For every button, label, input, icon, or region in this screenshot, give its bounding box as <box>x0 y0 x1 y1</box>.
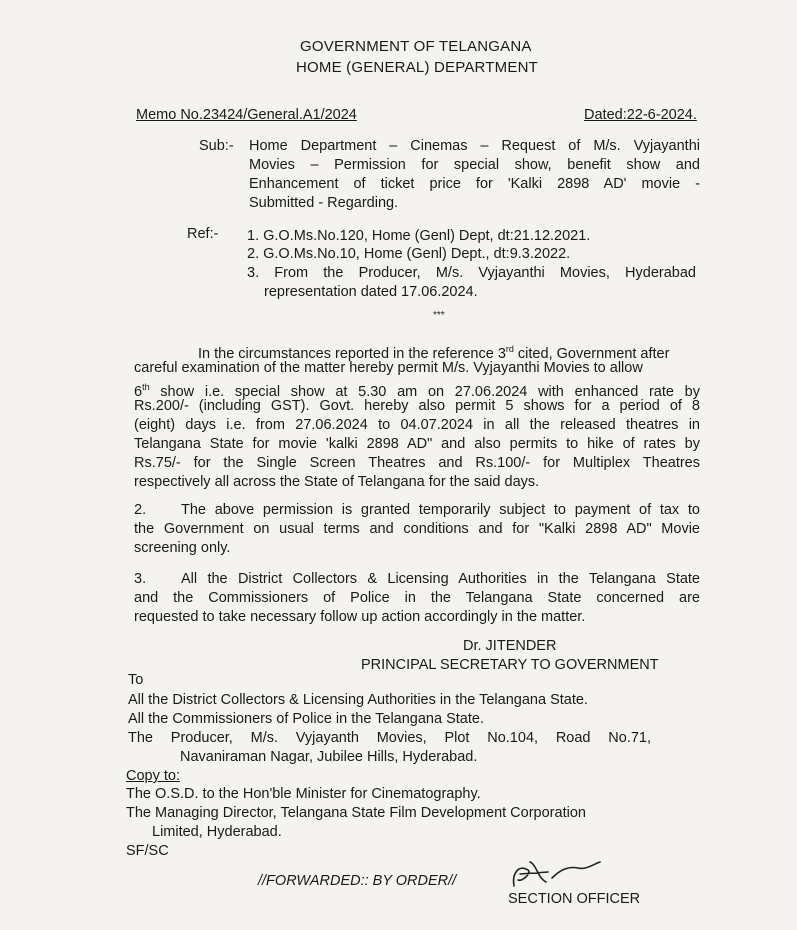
paragraph-3-number: 3. <box>134 571 147 587</box>
paragraph-3-line: and the Commissioners of Police in the Telangana State concerned are <box>134 590 700 606</box>
header-government: GOVERNMENT OF TELANGANA <box>300 38 532 55</box>
memo-date: Dated:22-6-2024. <box>584 107 697 123</box>
paragraph-1-line: respectively all across the State of Telangana for the said days. <box>134 474 540 490</box>
separator: *** <box>433 310 445 321</box>
to-label: To <box>128 672 144 688</box>
copy-to-line: The Managing Director, Telangana State Film Development Corporation <box>126 805 586 821</box>
signatory-name: Dr. JITENDER <box>463 638 557 654</box>
signature-mark <box>508 856 612 894</box>
subject-line: Home Department – Cinemas – Request of M/s. Vyjayanthi <box>249 138 700 154</box>
paragraph-1-line: Rs.200/- (including GST). Govt. hereby also permit 5 shows for a period of 8 <box>134 398 700 414</box>
paragraph-1-line: careful examination of the matter hereby permit M/s. Vyjayanthi Movies to allow <box>134 360 643 376</box>
forwarded-by-order: //FORWARDED:: BY ORDER// <box>258 873 457 889</box>
copy-to-line: SF/SC <box>126 843 169 859</box>
subject-line: Submitted - Regarding. <box>249 195 399 211</box>
paragraph-1-line: 6th show i.e. special show at 5.30 am on 27.06.2024 with enhanced rate by <box>134 382 700 400</box>
paragraph-1-line: (eight) days i.e. from 27.06.2024 to 04.07.2024 in all the released theatres in <box>134 417 700 433</box>
copy-to-line: The O.S.D. to the Hon'ble Minister for Cinematography. <box>126 786 481 802</box>
reference-item: representation dated 17.06.2024. <box>264 284 478 300</box>
recipient-line: All the District Collectors & Licensing Authorities in the Telangana State. <box>128 692 588 708</box>
paragraph-1-line: In the circumstances reported in the reference 3rd cited, Government after <box>198 344 670 362</box>
header-department: HOME (GENERAL) DEPARTMENT <box>296 59 538 76</box>
references-label: Ref:- <box>187 226 219 242</box>
paragraph-1-line: Rs.75/- for the Single Screen Theatres and Rs.100/- for Multiplex Theatres <box>134 455 700 471</box>
subject-line: Enhancement of ticket price for 'Kalki 2898 AD' movie - <box>249 176 700 192</box>
subject-line: Movies – Permission for special show, benefit show and <box>249 157 700 173</box>
paragraph-3-line: requested to take necessary follow up action accordingly in the matter. <box>134 609 586 625</box>
paragraph-2-line: screening only. <box>134 540 231 556</box>
reference-item: 3. From the Producer, M/s. Vyjayanthi Movies, Hyderabad <box>247 265 696 281</box>
reference-item: 2. G.O.Ms.No.10, Home (Genl) Dept., dt:9.3.2022. <box>247 246 571 262</box>
signatory-title: PRINCIPAL SECRETARY TO GOVERNMENT <box>361 657 659 673</box>
reference-item: 1. G.O.Ms.No.120, Home (Genl) Dept, dt:21.12.2021. <box>247 228 591 244</box>
recipient-line: All the Commissioners of Police in the Telangana State. <box>128 711 484 727</box>
copy-to-label: Copy to: <box>126 768 180 784</box>
paragraph-1-line: Telangana State for movie 'kalki 2898 AD" and also permits to hike of rates by <box>134 436 700 452</box>
section-officer: SECTION OFFICER <box>508 891 641 907</box>
paragraph-3-line: All the District Collectors & Licensing Authorities in the Telangana State <box>181 571 700 587</box>
recipient-line: The Producer, M/s. Vyjayanth Movies, Plot No.104, Road No.71, <box>128 730 651 746</box>
paragraph-2-number: 2. <box>134 502 147 518</box>
memo-number: Memo No.23424/General.A1/2024 <box>136 107 357 123</box>
recipient-line: Navaniraman Nagar, Jubilee Hills, Hyderabad. <box>180 749 478 765</box>
paragraph-2-line: The above permission is granted temporarily subject to payment of tax to <box>181 502 700 518</box>
subject-label: Sub:- <box>199 138 234 154</box>
paragraph-2-line: the Government on usual terms and conditions and for "Kalki 2898 AD" Movie <box>134 521 700 537</box>
copy-to-line: Limited, Hyderabad. <box>152 824 282 840</box>
